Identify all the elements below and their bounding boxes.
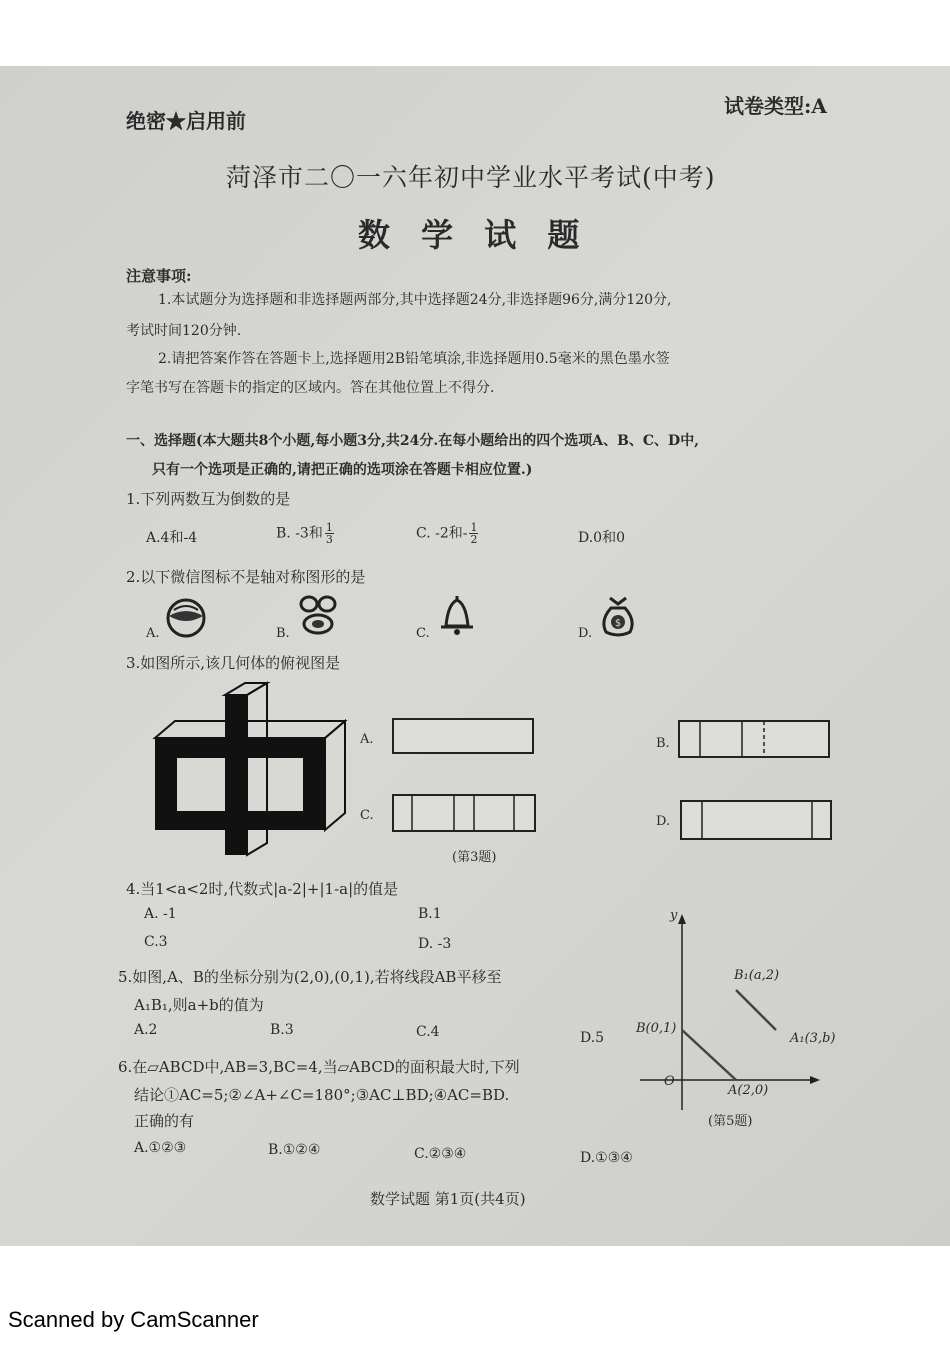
q1-c-denominator: 2 xyxy=(470,533,478,546)
sphere-icon xyxy=(166,598,208,638)
q2-option-c: C. xyxy=(416,626,430,641)
q1-b-denominator: 3 xyxy=(325,533,333,546)
svg-text:$: $ xyxy=(614,618,622,629)
q6-option-a: A.①②③ xyxy=(134,1140,187,1156)
q4-option-d: D. -3 xyxy=(418,936,452,952)
section-1-instruction: 只有一个选项是正确的,请把正确的选项涂在答题卡相应位置.) xyxy=(152,462,533,478)
y-axis-arrow xyxy=(678,914,686,924)
q5-option-b: B.3 xyxy=(270,1022,294,1038)
q3-stem: 3.如图所示,该几何体的俯视图是 xyxy=(126,654,341,672)
q5-option-d: D.5 xyxy=(580,1030,605,1046)
graph-point-b-label: B(0,1) xyxy=(636,1021,677,1036)
note-2-line-2: 字笔书写在答题卡的指定的区域内。答在其他位置上不得分. xyxy=(126,380,495,396)
note-2-line-1: 2.请把答案作答在答题卡上,选择题用2B铅笔填涂,非选择题用0.5毫米的黑色墨水签 xyxy=(158,351,670,367)
q4-stem: 4.当1<a<2时,代数式|a-2|+|1-a|的值是 xyxy=(126,880,399,898)
exam-title: 菏泽市二〇一六年初中学业水平考试(中考) xyxy=(226,163,716,192)
q1-option-c-fraction xyxy=(469,522,478,545)
q1-option-b-fraction xyxy=(325,522,334,545)
q1-option-b-prefix: B. -3和 xyxy=(276,525,323,542)
scanner-credit: Scanned by CamScanner xyxy=(8,1307,259,1332)
q3-option-c: C. xyxy=(360,808,374,823)
secret-label: 绝密★启用前 xyxy=(126,109,246,133)
graph-point-a-label: A(2,0) xyxy=(728,1083,769,1098)
note-1-line-2: 考试时间120分钟. xyxy=(126,323,242,339)
q3-option-a: A. xyxy=(360,732,374,747)
q6-stem-line-3: 正确的有 xyxy=(134,1112,195,1130)
q3-option-d-figure xyxy=(680,800,834,842)
graph-y-label: y xyxy=(670,908,678,923)
graph-point-a1-label: A₁(3,b) xyxy=(790,1031,836,1046)
q5-coordinate-graph xyxy=(630,910,830,1110)
paper-type-label: 试卷类型:A xyxy=(724,94,827,118)
q4-option-a: A. -1 xyxy=(144,906,177,922)
q1-b-numerator: 1 xyxy=(325,521,333,534)
q6-stem-line-2: 结论①AC=5;②∠A+∠C=180°;③AC⊥BD;④AC=BD. xyxy=(134,1086,510,1104)
page-footer: 数学试题 第1页(共4页) xyxy=(370,1190,526,1208)
q4-option-b: B.1 xyxy=(418,906,442,922)
graph-origin-label: O xyxy=(664,1074,675,1089)
x-axis-arrow xyxy=(810,1076,820,1084)
q1-option-a: A.4和-4 xyxy=(146,530,198,546)
speech-bubble-icon xyxy=(298,594,340,638)
q6-stem-line-1: 6.在▱ABCD中,AB=3,BC=4,当▱ABCD的面积最大时,下列 xyxy=(118,1058,520,1076)
q5-caption: (第5题) xyxy=(708,1114,753,1129)
q5-option-c: C.4 xyxy=(416,1024,440,1040)
bell-icon xyxy=(438,594,476,636)
q3-option-d: D. xyxy=(656,814,671,829)
subject-title: 数 学 试 题 xyxy=(358,216,590,254)
q1-option-b xyxy=(276,522,334,545)
q4-option-c: C.3 xyxy=(144,934,168,950)
q3-option-b-figure xyxy=(678,720,832,760)
q3-caption: (第3题) xyxy=(452,850,497,865)
q2-option-d: D. xyxy=(578,626,593,641)
q1-stem: 1.下列两数互为倒数的是 xyxy=(126,490,291,508)
q5-stem-line-2: A₁B₁,则a+b的值为 xyxy=(134,996,264,1014)
segment-ab xyxy=(682,1030,736,1080)
q3-option-c-figure xyxy=(392,794,538,834)
q6-option-b: B.①②④ xyxy=(268,1142,321,1158)
q6-option-d: D.①③④ xyxy=(580,1150,633,1166)
section-1-heading: 一、选择题(本大题共8个小题,每小题3分,共24分.在每小题给出的四个选项A、B、C、D中, xyxy=(126,433,700,449)
q1-option-c xyxy=(416,522,478,545)
q2-option-b: B. xyxy=(276,626,290,641)
money-bag-icon xyxy=(598,594,638,638)
segment-a1b1 xyxy=(736,990,776,1030)
graph-point-b1-label: B₁(a,2) xyxy=(734,968,780,983)
q5-stem-line-1: 5.如图,A、B的坐标分别为(2,0),(0,1),若将线段AB平移至 xyxy=(118,968,502,986)
q1-c-numerator: 1 xyxy=(470,521,478,534)
q1-option-c-prefix: C. -2和- xyxy=(416,525,468,542)
note-1-line-1: 1.本试题分为选择题和非选择题两部分,其中选择题24分,非选择题96分,满分120分, xyxy=(158,292,672,308)
q2-stem: 2.以下微信图标不是轴对称图形的是 xyxy=(126,568,366,586)
notes-heading: 注意事项: xyxy=(126,267,192,285)
q3-option-b: B. xyxy=(656,736,670,751)
q3-option-a-figure xyxy=(392,718,536,756)
q6-option-c: C.②③④ xyxy=(414,1146,467,1162)
q2-option-a: A. xyxy=(146,626,160,641)
q5-option-a: A.2 xyxy=(134,1022,158,1038)
q1-option-d: D.0和0 xyxy=(578,530,625,546)
geometric-solid-figure xyxy=(155,683,370,863)
